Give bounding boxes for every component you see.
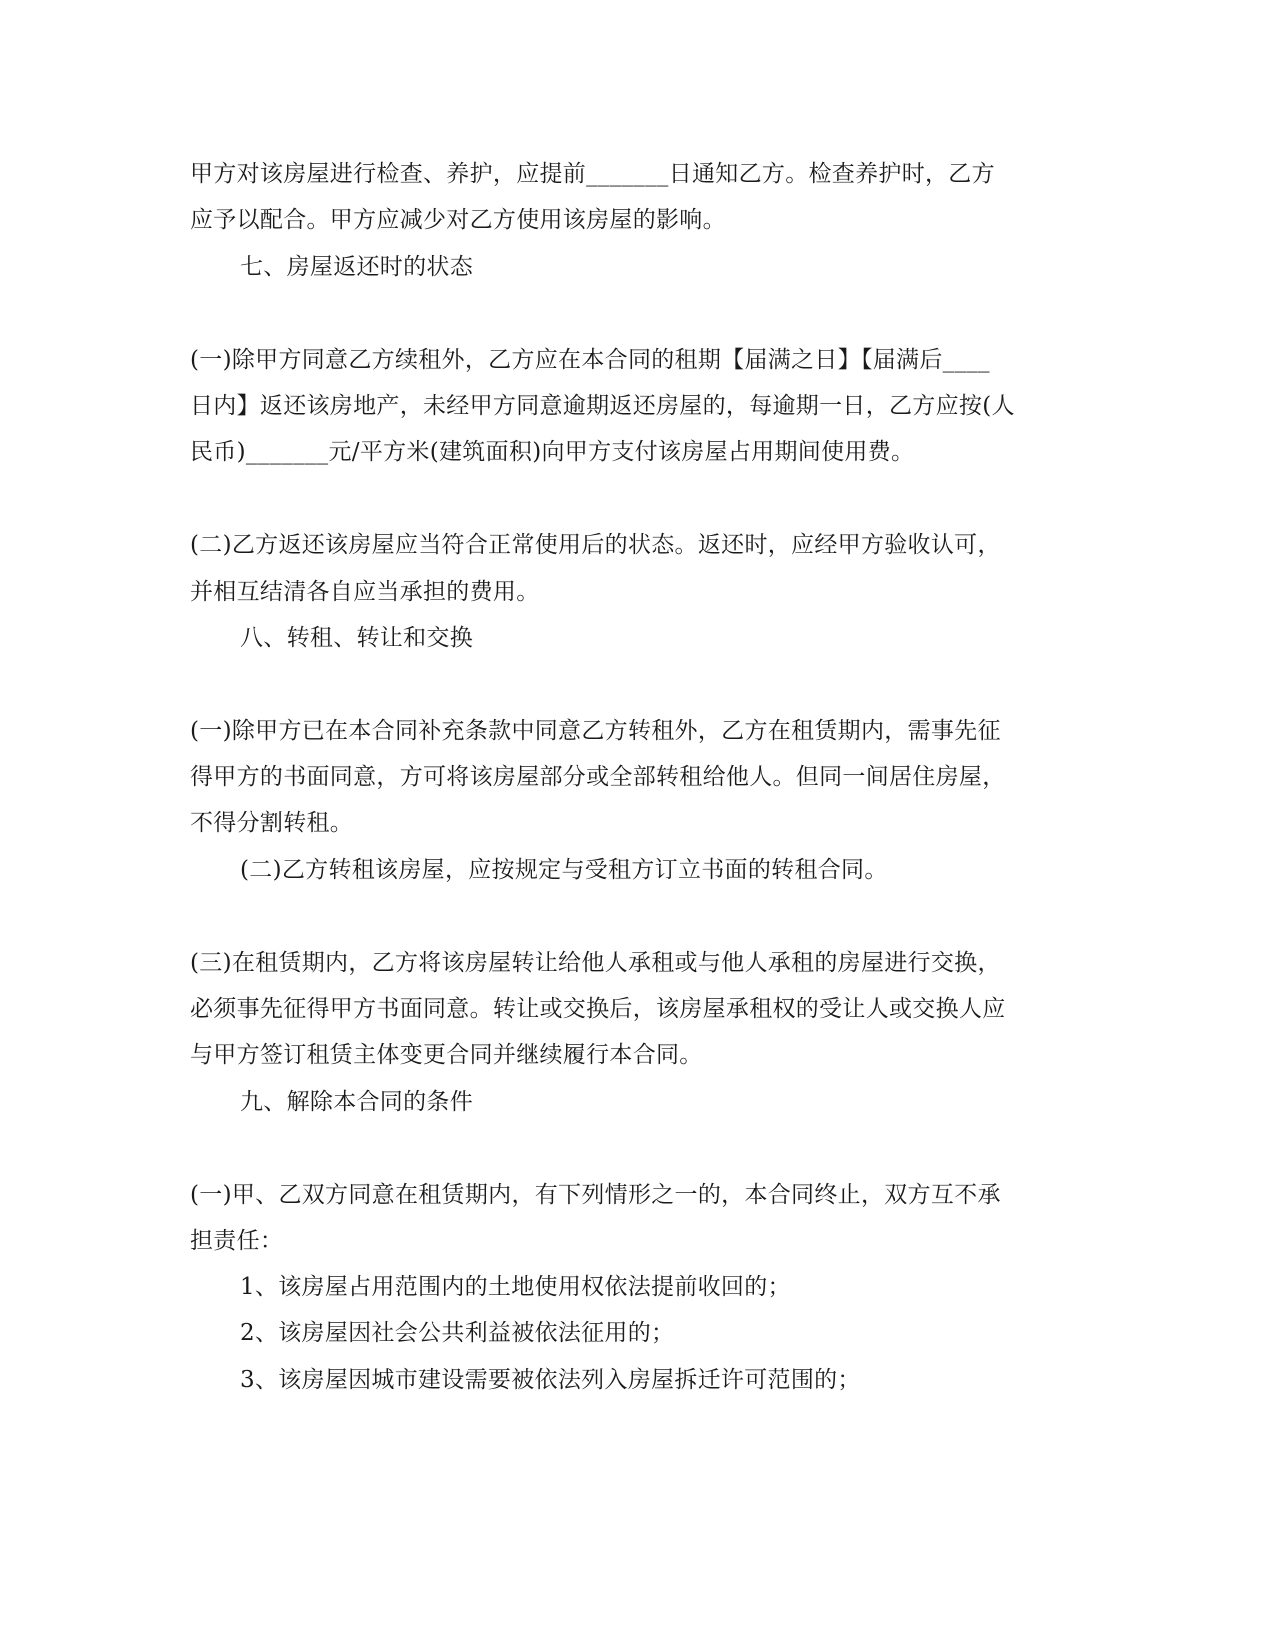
paragraph-line: 应予以配合。甲方应减少对乙方使用该房屋的影响。 — [190, 207, 726, 233]
paragraph-line: (三)在租赁期内，乙方将该房屋转让给他人承租或与他人承租的房屋进行交换， — [190, 950, 1001, 976]
list-item: 1、该房屋占用范围内的土地使用权依法提前收回的； — [240, 1274, 791, 1300]
paragraph-line: 民币)_______元/平方米(建筑面积)向甲方支付该房屋占用期间使用费。 — [190, 439, 915, 465]
list-item: 3、该房屋因城市建设需要被依法列入房屋拆迁许可范围的； — [240, 1367, 861, 1393]
paragraph-line: 与甲方签订租赁主体变更合同并继续履行本合同。 — [190, 1042, 703, 1068]
paragraph-line: (一)除甲方已在本合同补充条款中同意乙方转租外，乙方在租赁期内，需事先征 — [190, 718, 1001, 744]
section-heading: 九、解除本合同的条件 — [240, 1089, 473, 1115]
paragraph-line: 得甲方的书面同意，方可将该房屋部分或全部转租给他人。但同一间居住房屋， — [190, 764, 1006, 790]
list-item: 2、该房屋因社会公共利益被依法征用的； — [240, 1320, 675, 1346]
paragraph-line: (一)除甲方同意乙方续租外，乙方应在本合同的租期【届满之日】【届满后____ — [190, 347, 990, 373]
paragraph-line: (二)乙方转租该房屋，应按规定与受租方订立书面的转租合同。 — [240, 857, 888, 883]
paragraph-line: 并相互结清各自应当承担的费用。 — [190, 579, 540, 605]
paragraph-line: 日内】返还该房地产，未经甲方同意逾期返还房屋的，每逾期一日，乙方应按(人 — [190, 393, 1015, 419]
paragraph-line: (二)乙方返还该房屋应当符合正常使用后的状态。返还时，应经甲方验收认可， — [190, 532, 1001, 558]
section-heading: 八、转租、转让和交换 — [240, 625, 473, 651]
paragraph-line: 必须事先征得甲方书面同意。转让或交换后，该房屋承租权的受让人或交换人应 — [190, 996, 1006, 1022]
paragraph-line: (一)甲、乙双方同意在租赁期内，有下列情形之一的，本合同终止，双方互不承 — [190, 1182, 1001, 1208]
paragraph-line: 不得分割转租。 — [190, 810, 354, 836]
paragraph-line: 担责任： — [190, 1228, 284, 1254]
paragraph-line: 甲方对该房屋进行检查、养护，应提前_______日通知乙方。检查养护时，乙方 — [190, 161, 995, 187]
section-heading: 七、房屋返还时的状态 — [240, 254, 473, 280]
